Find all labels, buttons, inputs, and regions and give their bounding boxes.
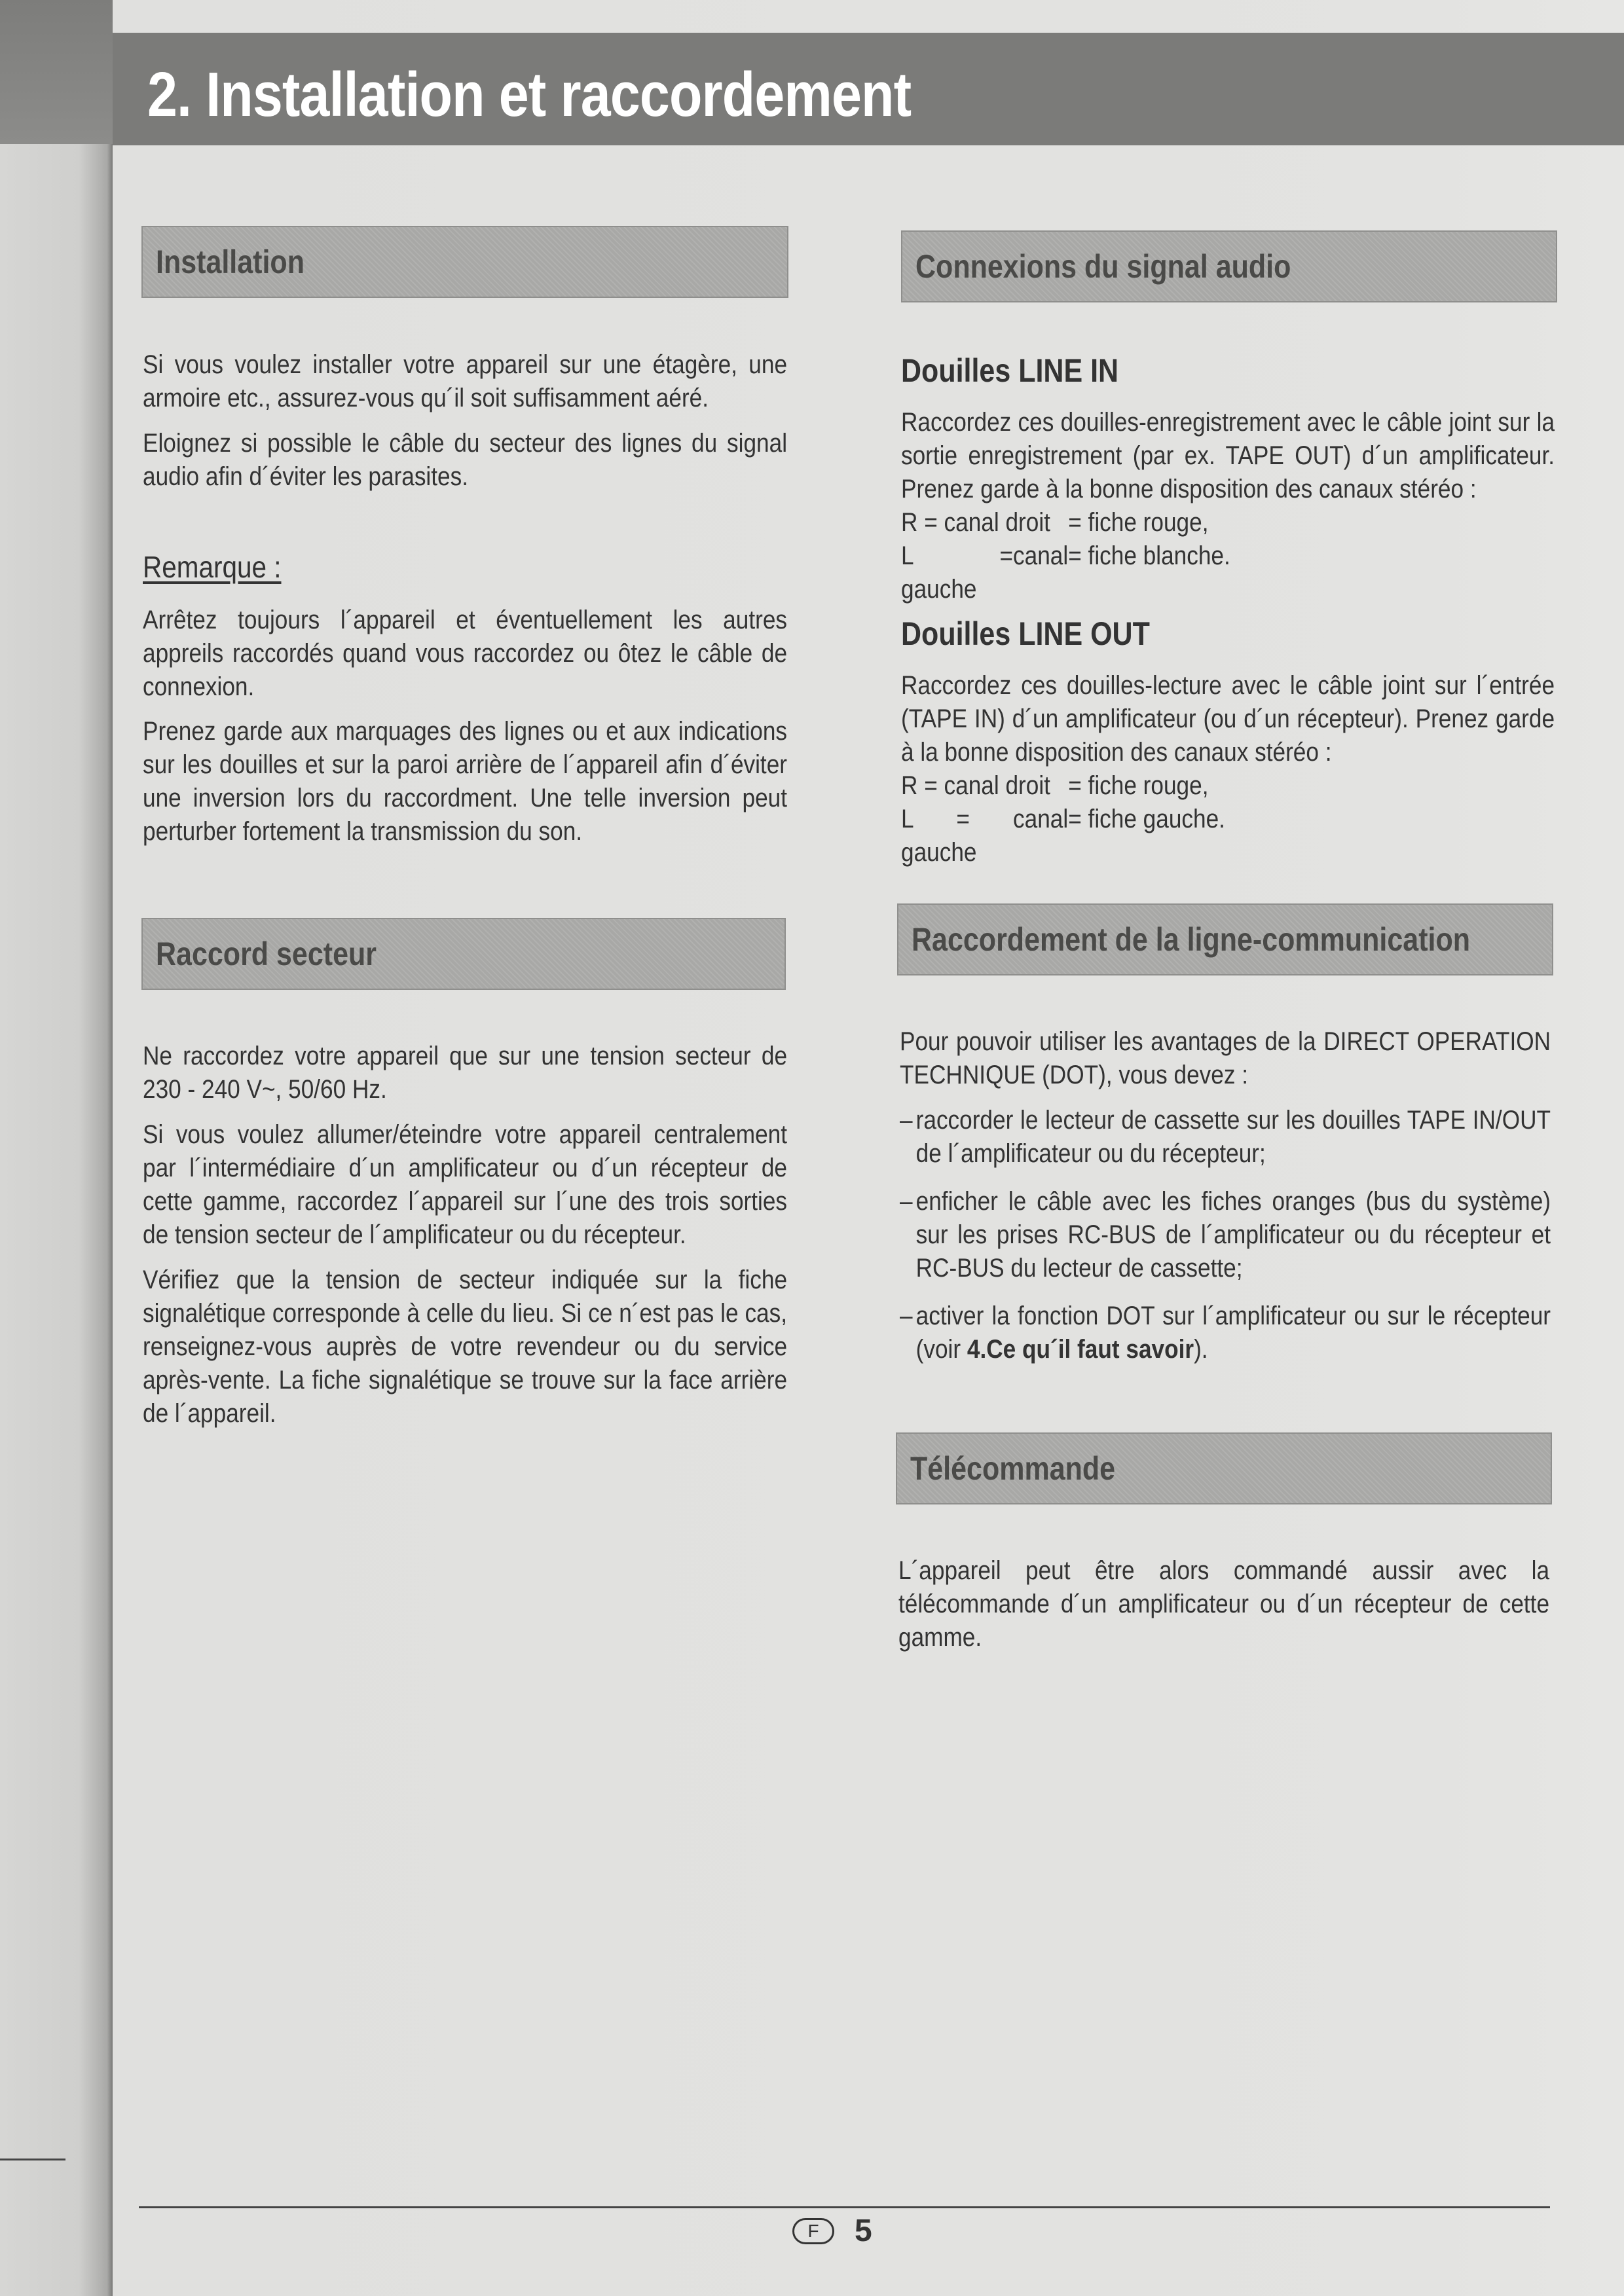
section-header-communication	[897, 903, 1553, 975]
line-out-right-channel: R = canal droit = fiche rouge,	[901, 771, 1209, 800]
list-item: – activer la fonction DOT sur l´amplificateur ou sur le récepteur (voir 4.Ce qu´il faut savoir).	[900, 1302, 1551, 1364]
secteur-paragraph-1: Ne raccordez votre appareil que sur une tension secteur de 230 - 240 V~, 50/60 Hz.	[143, 1042, 788, 1104]
section-title: Installation	[156, 244, 304, 280]
list-item: – raccorder le lecteur de cassette sur les douilles TAPE IN/OUT de l´amplificateur ou du récepteur;	[900, 1106, 1551, 1168]
list-item: – enficher le câble avec les fiches oranges (bus du système) sur les prises RC-BUS de l´amplificateur ou du récepteur et RC-BUS du lecteur de cassette;	[900, 1187, 1551, 1283]
cross-reference: 4.Ce qu´il faut savoir	[967, 1335, 1194, 1364]
gutter-rule	[0, 2159, 65, 2160]
section-title: Connexions du signal audio	[915, 248, 1291, 285]
line-out-block	[901, 669, 1555, 869]
language-badge: F	[792, 2218, 834, 2244]
secteur-paragraph-3: Vérifiez que la tension de secteur indiquée sur la fiche signalétique corresponde à celle du lieu. Si ce n´est pas le cas, renseignez-vous auprès de votre revendeur ou du service après-vente. La fiche signalétique se trouve sur la face arrière de l´appareil.	[143, 1266, 788, 1428]
line-out-left-channel: L = canal gauche = fiche gauche.	[901, 805, 1225, 867]
section-title: Raccord secteur	[156, 936, 377, 972]
section-header-raccord-secteur	[141, 918, 786, 990]
line-in-right-channel: R = canal droit = fiche rouge,	[901, 508, 1209, 537]
remark-paragraph-2: Prenez garde aux marquages des lignes ou et aux indications sur les douilles et sur la paroi arrière de l´appareil afin d´éviter une inversion lors du raccordment. Une telle inversion peut perturber fortement la transmission du son.	[143, 717, 788, 846]
page-number: 5	[855, 2214, 872, 2248]
line-in-left-channel: L =canal gauche = fiche blanche.	[901, 541, 1230, 604]
line-in-block	[901, 406, 1555, 606]
line-in-text: Raccordez ces douilles-enregistrement avec le câble joint sur la sortie enregistrement (par ex. TAPE OUT) d´un amplificateur. Prenez garde à la bonne disposition des canaux stéréo :	[901, 408, 1555, 503]
footer-rule	[139, 2206, 1550, 2208]
section-title: Télécommande	[910, 1450, 1116, 1487]
installation-paragraph-1: Si vous voulez installer votre appareil sur une étagère, une armoire etc., assurez-vous qu´il soit suffisamment aéré.	[143, 350, 788, 412]
installation-paragraph-2: Eloignez si possible le câble du secteur des lignes du signal audio afin d´éviter les parasites.	[143, 429, 788, 491]
section-header-telecommande	[896, 1432, 1552, 1504]
communication-intro: Pour pouvoir utiliser les avantages de la DIRECT OPERATION TECHNIQUE (DOT), vous devez :	[900, 1027, 1551, 1089]
telecommande-paragraph: L´appareil peut être alors commandé aussir avec la télécommande d´un amplificateur ou d´un récepteur de cette gamme.	[898, 1556, 1550, 1652]
binding-gutter	[0, 0, 113, 2296]
page-title: 2. Installation et raccordement	[147, 60, 912, 130]
communication-list	[900, 1104, 1551, 1366]
line-out-text: Raccordez ces douilles-lecture avec le câble joint sur l´entrée (TAPE IN) d´un amplificateur (ou d´un récepteur). Prenez garde à la bonne disposition des canaux stéréo :	[901, 671, 1555, 767]
secteur-paragraph-2: Si vous voulez allumer/éteindre votre appareil centralement par l´intermédiaire d´un amplificateur ou d´un récepteur de cette gamme, raccordez l´appareil sur l´une des trois sorties de tension secteur de l´amplificateur ou du récepteur.	[143, 1120, 788, 1249]
section-title: Raccordement de la ligne-communication	[912, 921, 1471, 958]
remark-paragraph-1: Arrêtez toujours l´appareil et éventuellement les autres appreils raccordés quand vous raccordez ou ôtez le câble de connexion.	[143, 606, 788, 701]
section-header-installation	[141, 226, 788, 298]
remark-heading: Remarque :	[143, 550, 282, 584]
line-in-title: Douilles LINE IN	[901, 352, 1119, 389]
line-out-title: Douilles LINE OUT	[901, 615, 1150, 652]
previous-page-edge	[0, 0, 113, 144]
section-header-connexions	[901, 230, 1557, 302]
